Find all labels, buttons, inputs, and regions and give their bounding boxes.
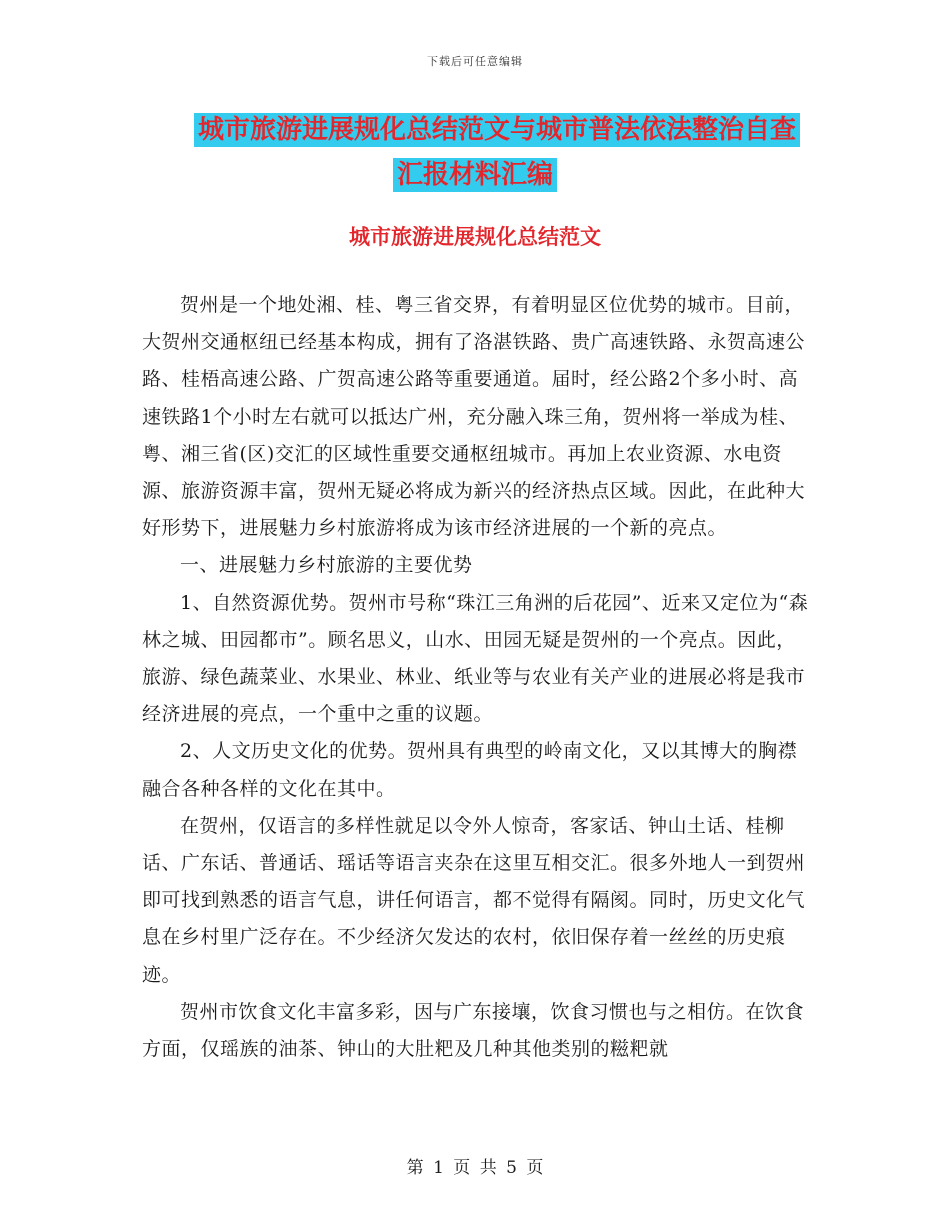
page-number-footer: 第 1 页 共 5 页 bbox=[406, 1158, 544, 1178]
header-note: 下载后可任意编辑 bbox=[427, 55, 523, 68]
document-title-text-2: 汇报材料汇编 bbox=[393, 158, 557, 192]
paragraph: 在贺州，仅语言的多样性就足以令外人惊奇，客家话、钟山土话、桂柳话、广东话、普通话、瑶话等语言夹杂在这里互相交汇。很多外地人一到贺州即可找到熟悉的语言气息，讲任何语言，都不觉得有隔阂。同时，历史文化气息在乡村里广泛存在。不少经济欠发达的农村，依旧保存着一丝丝的历史痕迹。 bbox=[142, 814, 806, 986]
paragraph: 1、自然资源优势。贺州市号称“珠江三角洲的后花园”、近来又定位为“森林之城、田园都市”。顾名思义，山水、田园无疑是贺州的一个亮点。因此，旅游、绿色蔬菜业、水果业、林业、纸业等与农业有关产业的进展必将是我市经济进展的亮点，一个重中之重的议题。 bbox=[142, 591, 809, 726]
document-title-line-1 bbox=[22, 108, 950, 152]
section-title: 城市旅游进展规化总结范文 bbox=[349, 224, 601, 249]
paragraph: 2、人文历史文化的优势。贺州具有典型的岭南文化，又以其博大的胸襟融合各种各样的文化在其中。 bbox=[142, 740, 798, 800]
paragraph: 贺州是一个地处湘、桂、粤三省交界，有着明显区位优势的城市。目前，大贺州交通枢纽已经基本构成，拥有了洛湛铁路、贵广高速铁路、永贺高速公路、桂梧高速公路、广贺高速公路等重要通道。届时，经公路2个多小时、高速铁路1个小时左右就可以抵达广州，充分融入珠三角，贺州将一举成为桂、粤、湘三省(区)交汇的区域性重要交通枢纽城市。再加上农业资源、水电资源、旅游资源丰富，贺州无疑必将成为新兴的经济热点区域。因此，在此种大好形势下，进展魅力乡村旅游将成为该市经济进展的一个新的亮点。 bbox=[142, 294, 806, 540]
document-body bbox=[142, 287, 812, 1068]
document-title-text-1: 城市旅游进展规化总结范文与城市普法依法整治自查 bbox=[194, 113, 800, 147]
document-title-line-2 bbox=[0, 153, 950, 197]
paragraph: 贺州市饮食文化丰富多彩，因与广东接壤，饮食习惯也与之相仿。在饮食方面，仅瑶族的油茶、钟山的大肚粑及几种其他类别的糍粑就 bbox=[142, 1000, 805, 1061]
paragraph: 一、进展魅力乡村旅游的主要优势 bbox=[180, 554, 473, 577]
